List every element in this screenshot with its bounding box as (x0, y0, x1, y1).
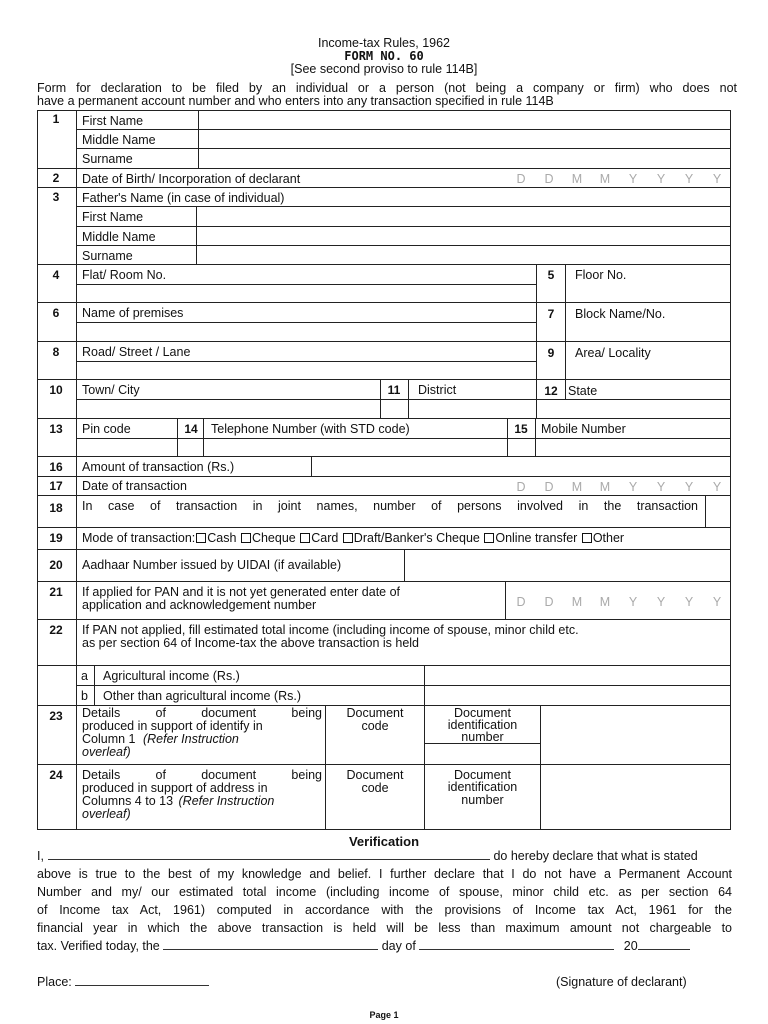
verification-line-5: financial year in which the above transaction is held will be less than maximum amount not chargeable to (37, 921, 732, 935)
row-number: 11 (387, 383, 401, 397)
identity-doc-line-4: overleaf) (82, 745, 131, 759)
address-doc-line-3a: Columns 4 to 13 (82, 794, 177, 808)
flat-room-label: Flat/ Room No. (82, 268, 167, 282)
verification-line-1-end: do hereby declare that what is stated (493, 849, 698, 863)
row-number: 3 (52, 190, 60, 204)
cash-option: Cash (207, 531, 237, 545)
row-number: 10 (49, 383, 63, 397)
date-cell: M (571, 595, 583, 609)
father-middle-name-label: Middle Name (82, 230, 156, 244)
year-blank[interactable] (638, 939, 690, 950)
mode-of-transaction (82, 531, 624, 546)
identity-doc-line-3a: Column 1 (82, 732, 139, 746)
year-prefix: 20 (623, 939, 638, 953)
date-cell: Y (628, 172, 638, 186)
doc-id-header-3: number (461, 793, 504, 807)
block-label: Block Name/No. (575, 307, 666, 321)
verification-i: I, (37, 849, 44, 863)
identity-doc-line-2: produced in support of identify in (82, 719, 263, 733)
row-number: 12 (544, 384, 558, 398)
row-number: 21 (49, 585, 63, 599)
row-number: 19 (49, 531, 63, 545)
row-number: 20 (49, 558, 63, 572)
draft-option: Draft/Banker's Cheque (353, 531, 480, 545)
father-name-label: Father's Name (in case of individual) (82, 191, 285, 205)
row-number: 9 (547, 346, 555, 360)
row-number: 2 (52, 171, 60, 185)
row-number: 15 (514, 422, 528, 436)
doc-code-header-2: code (361, 719, 389, 733)
doc-id-header: Document (454, 706, 511, 720)
verification-title: Verification (348, 834, 420, 849)
date-cell: Y (684, 595, 694, 609)
place-blank[interactable] (75, 975, 209, 986)
date-cell: Y (684, 172, 694, 186)
doc-id-header: Document (454, 768, 511, 782)
date-cell: D (544, 480, 554, 494)
rules-title: Income-tax Rules, 1962 (317, 36, 450, 50)
date-cell: D (544, 595, 554, 609)
area-label: Area/ Locality (575, 346, 651, 360)
date-cell: Y (656, 595, 666, 609)
cheque-checkbox[interactable] (241, 533, 251, 543)
date-cell: D (544, 172, 554, 186)
row-number: 23 (49, 709, 63, 723)
father-first-name-label: First Name (82, 210, 144, 224)
draft-checkbox[interactable] (343, 533, 353, 543)
surname-label: Surname (82, 152, 133, 166)
verification-line-6 (37, 939, 732, 954)
row-number: 4 (52, 268, 60, 282)
row-number: 16 (49, 460, 63, 474)
cash-checkbox[interactable] (196, 533, 206, 543)
online-option: Online transfer (495, 531, 578, 545)
intro-line-1: Form for declaration to be filed by an individual or a person (not being a company or firm) who does not (37, 81, 737, 95)
date-cell: M (571, 172, 583, 186)
pan-applied-label-2: application and acknowledgement number (82, 598, 317, 612)
cheque-option: Cheque (251, 531, 296, 545)
verified-today-text: tax. Verified today, the (37, 939, 160, 953)
father-surname-label: Surname (82, 249, 133, 263)
address-doc-line-4: overleaf) (82, 807, 131, 821)
date-cell: D (516, 172, 526, 186)
row-number: 5 (547, 268, 555, 282)
middle-name-label: Middle Name (82, 133, 156, 147)
sub-item-b: b (81, 689, 88, 703)
other-option: Other (592, 531, 625, 545)
first-name-label: First Name (82, 114, 144, 128)
form-number: FORM NO. 60 (344, 49, 424, 63)
card-option: Card (311, 531, 339, 545)
place-row (37, 975, 209, 990)
row-number: 24 (49, 768, 63, 782)
day-of-text: day of (381, 939, 416, 953)
date-cell: Y (712, 172, 722, 186)
premises-label: Name of premises (82, 306, 184, 320)
identity-doc-line-1: Details of document being (82, 706, 322, 720)
identity-doc-line-3b: (Refer Instruction (142, 732, 239, 746)
address-doc-line-2: produced in support of address in (82, 781, 268, 795)
date-cell: M (599, 480, 611, 494)
date-cell: M (599, 172, 611, 186)
card-checkbox[interactable] (300, 533, 310, 543)
road-label: Road/ Street / Lane (82, 345, 191, 359)
pan-applied-label-1: If applied for PAN and it is not yet generated enter date of (82, 585, 401, 599)
date-cell: Y (656, 480, 666, 494)
page-number: Page 1 (369, 1010, 399, 1020)
pan-not-applied-label-2: as per section 64 of Income-tax the above transaction is held (82, 636, 419, 650)
month-blank[interactable] (419, 939, 614, 950)
date-cell: M (571, 480, 583, 494)
proviso: [See second proviso to rule 114B] (290, 62, 478, 76)
date-cell: Y (656, 172, 666, 186)
agricultural-income-label: Agricultural income (Rs.) (103, 669, 240, 683)
doc-code-header: Document (346, 706, 404, 720)
mode-label: Mode of transaction: (82, 531, 196, 545)
state-label: State (568, 384, 598, 398)
pan-not-applied-label-1: If PAN not applied, fill estimated total income (including income of spouse, minor child etc. (82, 623, 579, 637)
intro-line-2: have a permanent account number and who enters into any transaction specified in rule 114B (37, 94, 554, 108)
row-number: 14 (184, 422, 198, 436)
amount-label: Amount of transaction (Rs.) (82, 460, 235, 474)
place-label: Place: (37, 975, 72, 989)
row-number: 22 (49, 623, 63, 637)
telephone-label: Telephone Number (with STD code) (211, 422, 410, 436)
date-cell: M (599, 595, 611, 609)
row-number: 6 (52, 306, 60, 320)
date-cell: D (516, 595, 526, 609)
date-cell: Y (684, 480, 694, 494)
floor-no-label: Floor No. (575, 268, 627, 282)
signature-label: (Signature of declarant) (556, 975, 687, 989)
transaction-date-label: Date of transaction (82, 479, 187, 493)
date-cell: Y (628, 480, 638, 494)
dob-label: Date of Birth/ Incorporation of declarant (82, 172, 301, 186)
verification-line-1 (37, 849, 732, 864)
row-number: 17 (49, 479, 63, 493)
address-doc-line-3b: (Refer Instruction (178, 794, 275, 808)
doc-id-header-2: identification (447, 718, 518, 732)
row-number: 18 (49, 501, 63, 515)
date-cell: Y (712, 480, 722, 494)
town-label: Town/ City (82, 383, 140, 397)
verification-line-2: above is true to the best of my knowledge and belief. I further declare that I do not have a Permanent Account (37, 867, 732, 881)
aadhaar-label: Aadhaar Number issued by UIDAI (if available) (82, 558, 342, 572)
pincode-label: Pin code (82, 422, 131, 436)
date-cell: Y (712, 595, 722, 609)
declarant-name-blank[interactable] (48, 849, 490, 860)
day-blank[interactable] (163, 939, 378, 950)
doc-id-header-2: identification (447, 780, 518, 794)
row-number: 1 (52, 112, 60, 126)
verification-line-3: Number and my/ our estimated total income (including income of spouse, minor child etc. as per section 64 (37, 885, 732, 899)
other-checkbox[interactable] (582, 533, 592, 543)
doc-code-header-2: code (361, 781, 389, 795)
address-doc-line-1: Details of document being (82, 768, 322, 782)
joint-names-label: In case of transaction in joint names, number of persons involved in the transaction (82, 499, 698, 513)
online-checkbox[interactable] (484, 533, 494, 543)
other-income-label: Other than agricultural income (Rs.) (103, 689, 301, 703)
verification-line-4: of Income tax Act, 1961) computed in accordance with the provisions of Income tax Act, 1961 for the (37, 903, 732, 917)
doc-id-header-3: number (461, 730, 504, 744)
row-number: 7 (547, 307, 555, 321)
date-cell: D (516, 480, 526, 494)
sub-item-a: a (81, 669, 88, 683)
mobile-label: Mobile Number (541, 422, 626, 436)
doc-code-header: Document (346, 768, 404, 782)
row-number: 8 (52, 345, 60, 359)
row-number: 13 (49, 422, 63, 436)
district-label: District (418, 383, 457, 397)
date-cell: Y (628, 595, 638, 609)
